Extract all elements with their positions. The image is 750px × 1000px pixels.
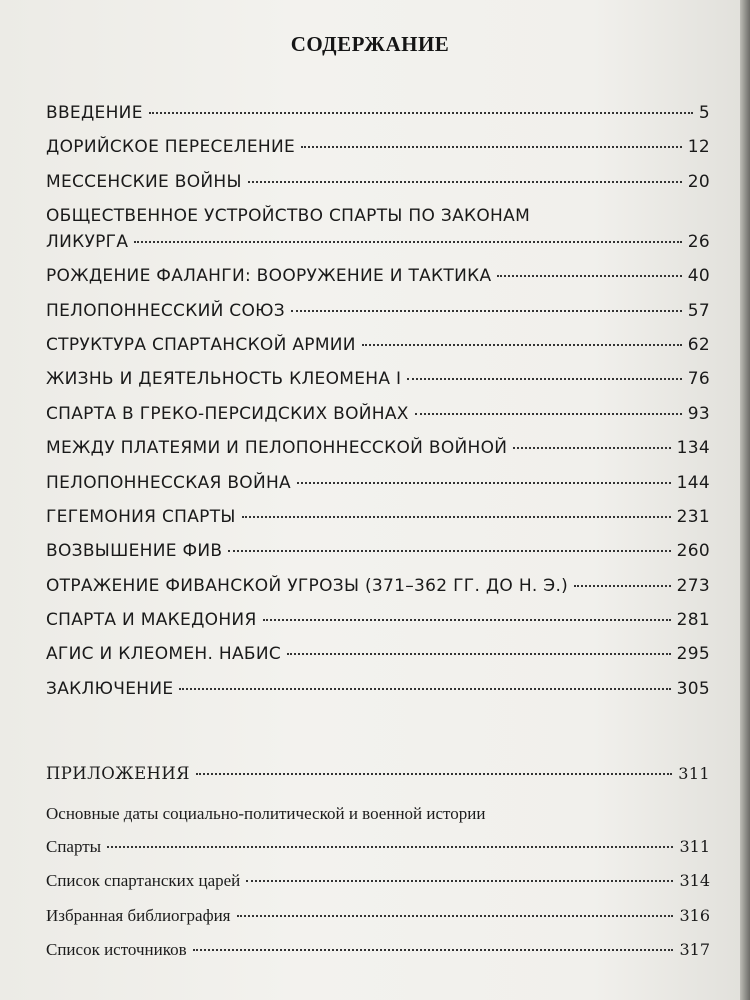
toc-entry-page: 26 — [687, 232, 710, 253]
toc-entry-title: СПАРТА В ГРЕКО-ПЕРСИДСКИХ ВОЙНАХ — [46, 403, 409, 424]
toc-entry-page: 93 — [687, 403, 710, 424]
toc-entry-page: 20 — [687, 171, 710, 192]
dot-leader — [574, 585, 671, 587]
toc-entry-title: СТРУКТУРА СПАРТАНСКОЙ АРМИИ — [46, 334, 356, 355]
dot-leader — [415, 413, 682, 415]
toc-entry-title: ПЕЛОПОННЕССКИЙ СОЮЗ — [46, 300, 286, 321]
appendix-entry-title: Список спартанских царей — [46, 871, 241, 890]
dot-leader — [497, 275, 681, 277]
toc-entry-title: МЕССЕНСКИЕ ВОЙНЫ — [46, 171, 242, 192]
dot-leader — [193, 949, 674, 951]
toc-entry — [46, 259, 710, 293]
toc-entry-page: 295 — [676, 644, 710, 665]
appendix-entry — [46, 864, 710, 899]
toc-entry-title-line1: ОБЩЕСТВЕННОЕ УСТРОЙСТВО СПАРТЫ ПО ЗАКОНАМ — [46, 206, 531, 227]
toc-entry-title-line2: ЛИКУРГА — [46, 232, 129, 253]
toc-entry-title: ДОРИЙСКОЕ ПЕРЕСЕЛЕНИЕ — [46, 137, 296, 158]
dot-leader — [242, 516, 671, 518]
dot-leader — [246, 880, 673, 882]
toc-entry-page: 260 — [676, 541, 710, 562]
dot-leader — [297, 482, 671, 484]
toc-entry-page: 5 — [698, 103, 710, 123]
toc-entry — [46, 534, 710, 568]
dot-leader — [134, 241, 681, 243]
toc-entry-page: 57 — [687, 300, 710, 321]
toc-entry-line2 — [46, 229, 710, 255]
dot-leader — [513, 447, 670, 449]
appendix-entry-page: 314 — [679, 871, 710, 890]
toc-entry — [46, 672, 710, 706]
dot-leader — [301, 146, 682, 148]
dot-leader — [248, 181, 682, 183]
dot-leader — [149, 112, 693, 114]
appendix-subtitle — [46, 798, 710, 830]
dot-leader — [407, 378, 681, 380]
dot-leader — [362, 344, 682, 346]
appendix-heading-title: ПРИЛОЖЕНИЯ — [46, 764, 190, 783]
toc-entry-title: АГИС И КЛЕОМЕН. НАБИС — [46, 644, 282, 665]
appendix-entry-page: 311 — [679, 836, 710, 856]
toc-entry-page: 40 — [687, 266, 710, 287]
toc-entry-title: РОЖДЕНИЕ ФАЛАНГИ: ВООРУЖЕНИЕ И ТАКТИКА — [46, 266, 492, 287]
appendix-entry-title: Избранная библиография — [46, 905, 231, 925]
toc-entry-title: ВВЕДЕНИЕ — [46, 103, 143, 123]
dot-leader — [291, 310, 682, 312]
appendix-entry-title: Список источников — [46, 940, 187, 959]
dot-leader — [287, 653, 671, 655]
toc-entry — [46, 397, 710, 431]
toc-entry-title: ОТРАЖЕНИЕ ФИВАНСКОЙ УГРОЗЫ (371–362 ГГ. ДО Н. Э.) — [46, 575, 569, 596]
toc-entry-title: ЗАКЛЮЧЕНИЕ — [46, 678, 174, 699]
dot-leader — [237, 915, 674, 917]
toc-entry — [46, 603, 710, 637]
toc-entry — [46, 165, 710, 199]
appendix-heading — [46, 757, 710, 792]
toc-entry — [46, 466, 710, 500]
toc-entry — [46, 96, 710, 130]
toc-entry — [46, 569, 710, 603]
dot-leader — [179, 688, 670, 690]
toc-entry-page: 76 — [687, 369, 710, 390]
toc-entry — [46, 199, 710, 259]
toc-entry — [46, 130, 710, 164]
toc-entry-title: ГЕГЕМОНИЯ СПАРТЫ — [46, 506, 236, 527]
toc-entry-page: 281 — [676, 610, 710, 631]
appendix-entry — [46, 899, 710, 934]
toc-entry-page: 305 — [676, 678, 710, 699]
toc-entry — [46, 431, 710, 465]
appendix-entry — [46, 933, 710, 968]
appendix-entry-page: 317 — [679, 940, 710, 959]
appendix-subtitle-text: Основные даты социально-политической и военной истории — [46, 803, 486, 823]
toc-entry-title: МЕЖДУ ПЛАТЕЯМИ И ПЕЛОПОННЕССКОЙ ВОЙНОЙ — [46, 438, 508, 459]
dot-leader — [228, 550, 670, 552]
appendix-heading-page: 311 — [678, 764, 710, 783]
dot-leader — [107, 846, 673, 848]
toc-entry-page: 134 — [676, 438, 710, 459]
appendix-entry-title: Спарты — [46, 836, 102, 856]
toc-entry — [46, 328, 710, 362]
toc-entry-page: 231 — [676, 506, 710, 527]
toc-entry-title: ВОЗВЫШЕНИЕ ФИВ — [46, 541, 223, 562]
toc-entry-page: 62 — [687, 334, 710, 355]
table-of-contents — [46, 96, 710, 706]
toc-entry — [46, 500, 710, 534]
toc-entry-page: 273 — [676, 575, 710, 596]
toc-entry — [46, 362, 710, 396]
dot-leader — [263, 619, 671, 621]
appendix-contents — [46, 757, 710, 968]
page-edge-shadow — [740, 0, 750, 1000]
appendix-entry-page: 316 — [679, 905, 710, 925]
toc-entry — [46, 294, 710, 328]
appendix-entry — [46, 830, 710, 865]
toc-entry-title: ЖИЗНЬ И ДЕЯТЕЛЬНОСТЬ КЛЕОМЕНА I — [46, 369, 402, 390]
toc-entry — [46, 637, 710, 671]
toc-entry-page: 144 — [676, 472, 710, 493]
dot-leader — [196, 773, 672, 775]
toc-entry-title: ПЕЛОПОННЕССКАЯ ВОЙНА — [46, 472, 291, 493]
toc-entry-page: 12 — [687, 137, 710, 158]
page-title: СОДЕРЖАНИЕ — [290, 32, 450, 56]
toc-entry-title: СПАРТА И МАКЕДОНИЯ — [46, 610, 257, 631]
